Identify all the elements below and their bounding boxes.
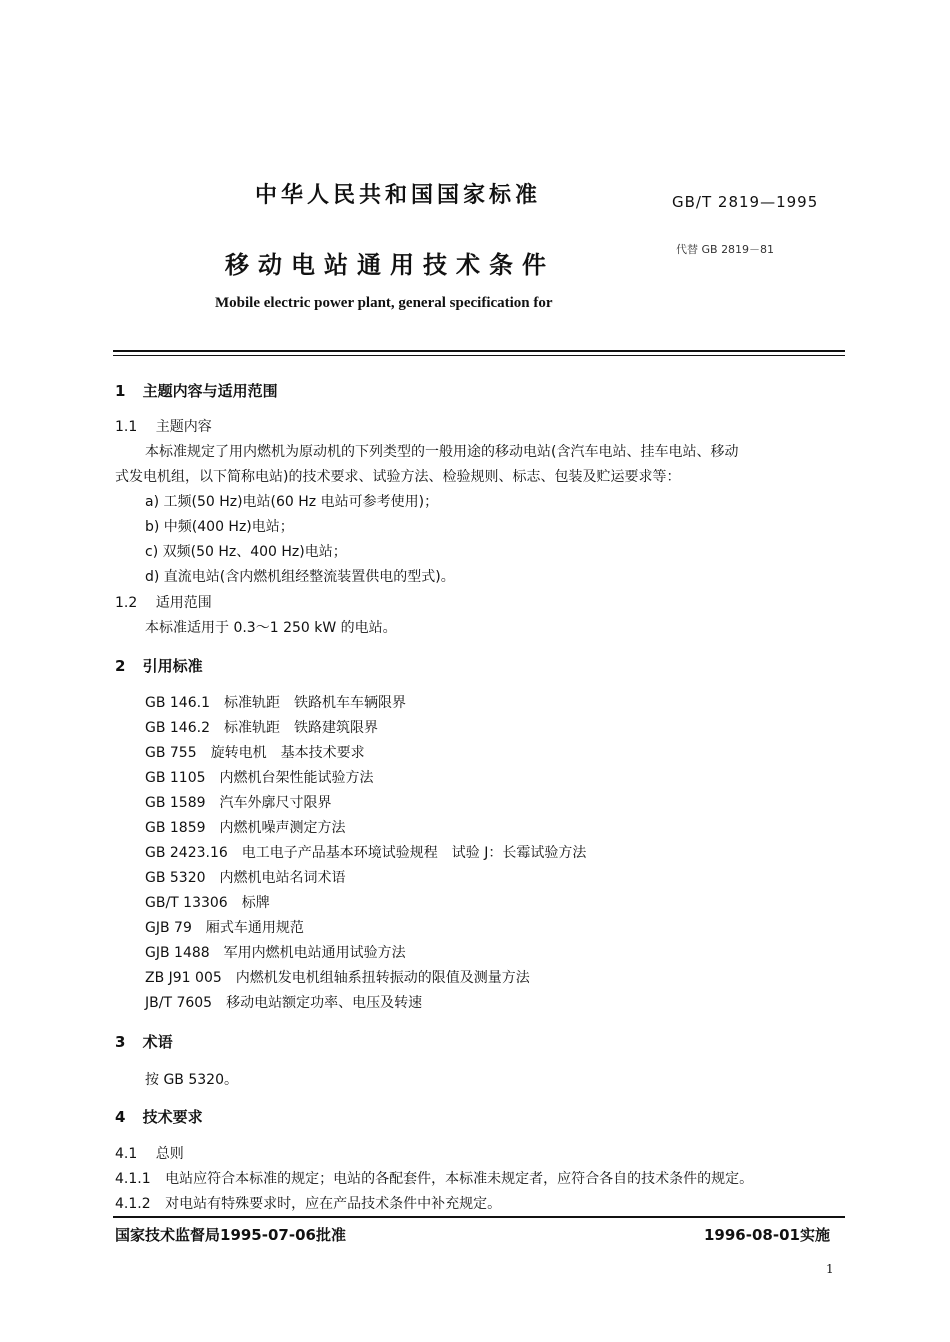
reference-name: 标准轨距 铁路建筑限界	[223, 720, 378, 736]
reference-item	[145, 992, 422, 1012]
reference-name: 旋转电机 基本技术要求	[210, 745, 365, 761]
reference-code: GJB 79	[145, 920, 192, 936]
clause-4-1-2-number: 4.1.2	[115, 1196, 151, 1212]
section-1-number: 1	[115, 382, 126, 400]
section-4-title: 技术要求	[142, 1108, 203, 1126]
reference-item	[145, 817, 346, 837]
subsection-4-1-title: 总则	[155, 1146, 184, 1162]
reference-item	[145, 692, 406, 712]
subsection-4-1-heading	[115, 1143, 184, 1163]
clause-4-1-2-text: 对电站有特殊要求时，应在产品技术条件中补充规定。	[165, 1196, 502, 1212]
reference-item	[145, 967, 530, 987]
reference-name: 内燃机电站名词术语	[219, 870, 346, 886]
section-3-number: 3	[115, 1033, 126, 1051]
reference-code: GB 755	[145, 745, 197, 761]
header-rule-bottom	[113, 355, 845, 356]
reference-item	[145, 867, 346, 887]
reference-code: GJB 1488	[145, 945, 210, 961]
list-item: a) 工频(50 Hz)电站(60 Hz 电站可参考使用)；	[145, 494, 439, 510]
subsection-1-2-number: 1.2	[115, 595, 138, 611]
reference-code: GB 146.1	[145, 695, 210, 711]
reference-code: ZB J91 005	[145, 970, 222, 986]
section-2-heading	[115, 655, 203, 676]
section-1-title: 主题内容与适用范围	[142, 382, 278, 400]
reference-item	[145, 792, 332, 812]
reference-item	[145, 942, 406, 962]
list-item: b) 中频(400 Hz)电站；	[145, 519, 294, 535]
implementation-date: 1996-08-01实施	[704, 1226, 830, 1244]
reference-code: GB 5320	[145, 870, 206, 886]
section-4-number: 4	[115, 1108, 126, 1126]
document-title-cn: 移动电站通用技术条件	[225, 251, 555, 279]
reference-item	[145, 892, 270, 912]
approval-date: 国家技术监督局1995-07-06批准	[115, 1226, 346, 1244]
reference-code: GB/T 13306	[145, 895, 228, 911]
list-item: d) 直流电站(含内燃机组经整流装置供电的型式)。	[145, 569, 455, 585]
reference-name: 移动电站额定功率、电压及转速	[226, 995, 423, 1011]
subsection-4-1-number: 4.1	[115, 1146, 138, 1162]
reference-item	[145, 917, 304, 937]
terms-text: 按 GB 5320。	[145, 1072, 238, 1088]
standard-number: GB/T 2819—1995	[672, 193, 819, 211]
reference-code: GB 146.2	[145, 720, 210, 736]
subsection-1-2-heading	[115, 592, 212, 612]
clause-4-1-2	[115, 1193, 501, 1213]
reference-item	[145, 767, 374, 787]
reference-name: 汽车外廓尺寸限界	[219, 795, 332, 811]
paragraph-line-2: 式发电机组，以下简称电站)的技术要求、试验方法、检验规则、标志、包装及贮运要求等：	[115, 469, 681, 485]
reference-name: 电工电子产品基本环境试验规程 试验 J：长霉试验方法	[241, 845, 587, 861]
subsection-1-1-title: 主题内容	[155, 419, 212, 435]
reference-item	[145, 842, 586, 862]
section-3-heading	[115, 1031, 173, 1052]
subsection-1-1-number: 1.1	[115, 419, 138, 435]
section-2-title: 引用标准	[142, 657, 203, 675]
reference-name: 标准轨距 铁路机车车辆限界	[223, 695, 406, 711]
reference-code: GB 2423.16	[145, 845, 228, 861]
clause-4-1-1-number: 4.1.1	[115, 1171, 151, 1187]
section-4-heading	[115, 1106, 203, 1127]
reference-name: 内燃机台架性能试验方法	[219, 770, 374, 786]
page-number: 1	[826, 1262, 834, 1276]
list-item: c) 双频(50 Hz、400 Hz)电站；	[145, 544, 347, 560]
reference-code: JB/T 7605	[145, 995, 213, 1011]
reference-name: 军用内燃机电站通用试验方法	[223, 945, 406, 961]
header-rule-top	[113, 350, 845, 352]
footer-rule	[113, 1216, 845, 1218]
replaces-standard: 代替 GB 2819－81	[676, 243, 775, 256]
clause-4-1-1-text: 电站应符合本标准的规定；电站的各配套件，本标准未规定者，应符合各自的技术条件的规定。	[165, 1171, 754, 1187]
clause-4-1-1	[115, 1168, 753, 1188]
national-standard-heading: 中华人民共和国国家标准	[255, 183, 542, 208]
subsection-1-2-title: 适用范围	[155, 595, 212, 611]
reference-name: 内燃机噪声测定方法	[219, 820, 346, 836]
section-1-heading	[115, 380, 278, 401]
reference-name: 厢式车通用规范	[205, 920, 304, 936]
reference-name: 内燃机发电机组轴系扭转振动的限值及测量方法	[235, 970, 530, 986]
section-3-title: 术语	[142, 1033, 173, 1051]
reference-code: GB 1105	[145, 770, 206, 786]
document-title-en: Mobile electric power plant, general specification for	[215, 295, 553, 311]
paragraph-line-1: 本标准规定了用内燃机为原动机的下列类型的一般用途的移动电站(含汽车电站、挂车电站、移动	[145, 444, 739, 460]
reference-item	[145, 742, 365, 762]
reference-code: GB 1589	[145, 795, 206, 811]
section-2-number: 2	[115, 657, 126, 675]
scope-text: 本标准适用于 0.3～1 250 kW 的电站。	[145, 620, 397, 636]
reference-code: GB 1859	[145, 820, 206, 836]
subsection-1-1-heading	[115, 416, 212, 436]
reference-name: 标牌	[241, 895, 270, 911]
reference-item	[145, 717, 378, 737]
